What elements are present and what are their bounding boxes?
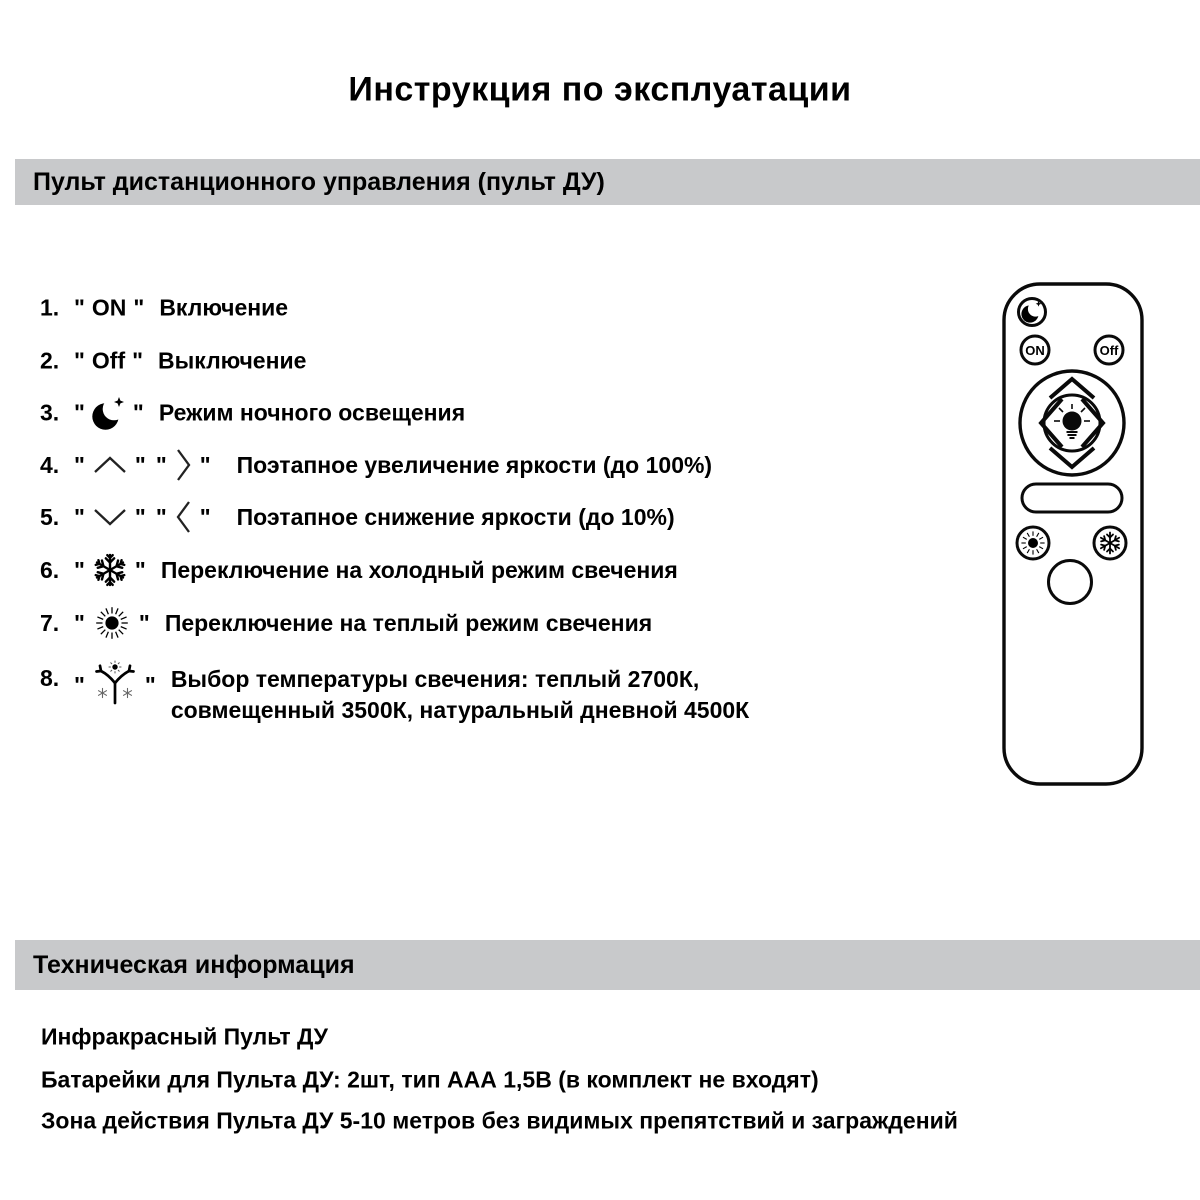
close-quote: ": [134, 451, 146, 478]
button-reference: [74, 504, 146, 531]
button-reference: [74, 551, 146, 589]
item-text-line1: Выбор температуры свечения: теплый 2700К,: [170, 666, 700, 692]
item-text: Выключение: [158, 347, 307, 374]
open-quote: ": [74, 347, 85, 374]
remote-pill-button: [1022, 484, 1122, 512]
instruction-item-8: [40, 664, 749, 726]
item-number: 8.: [40, 665, 60, 691]
snowflake-icon: [92, 551, 128, 589]
section-header-tech: [15, 940, 1200, 990]
button-reference: [156, 447, 211, 483]
button-reference: [74, 348, 143, 375]
instruction-item-7: [40, 603, 652, 643]
close-quote: ": [133, 294, 145, 321]
close-quote: ": [134, 503, 146, 530]
tech-info-line: Зона действия Пульта ДУ 5-10 метров без видимых препятствий и заграждений: [41, 1107, 958, 1134]
button-reference: [74, 665, 156, 706]
item-text: [171, 664, 749, 726]
item-number: 2.: [40, 347, 60, 374]
temperature-select-icon: [92, 660, 138, 706]
remote-warm-button: [1017, 527, 1049, 559]
item-text: Переключение на холодный режим свечения: [160, 556, 678, 583]
remote-control-illustration: [1000, 280, 1146, 790]
close-quote: ": [199, 451, 211, 478]
item-number: 5.: [40, 503, 60, 530]
open-quote: ": [74, 556, 85, 583]
instruction-item-3: [40, 395, 465, 432]
chevron-up-icon: [92, 454, 128, 476]
item-number: 1.: [40, 294, 60, 321]
item-text-line2: совмещенный 3500К, натуральный дневной 4500К: [170, 697, 750, 723]
off-button-label: Off: [91, 347, 126, 374]
close-quote: ": [138, 609, 150, 636]
item-number: 3.: [40, 399, 60, 426]
close-quote: ": [132, 399, 144, 426]
remote-dpad: [1020, 371, 1124, 475]
tech-info-line: Батарейки для Пульта ДУ: 2шт, тип ААА 1,5В (в комплект не входят): [41, 1066, 819, 1093]
sun-icon: [92, 603, 132, 643]
remote-night-mode-button: [1019, 299, 1046, 326]
instruction-item-1: [40, 295, 288, 322]
open-quote: ": [74, 672, 85, 698]
remote-on-button: [1021, 336, 1049, 364]
on-button-label: ON: [91, 294, 127, 321]
chevron-left-icon: [174, 499, 193, 535]
section-header-remote: [15, 159, 1200, 205]
instruction-item-4: [40, 447, 712, 483]
section-header-remote-label: Пульт дистанционного управления (пульт ДУ): [33, 167, 605, 196]
button-reference: [74, 452, 146, 479]
open-quote: ": [74, 451, 85, 478]
item-text: Включение: [159, 294, 289, 321]
close-quote: ": [134, 556, 146, 583]
close-quote: ": [132, 347, 144, 374]
moon-night-icon: [92, 395, 126, 432]
item-text: Режим ночного освещения: [158, 399, 466, 426]
remote-on-label: ON: [1025, 343, 1045, 358]
item-text: Поэтапное увеличение яркости (до 100%): [236, 451, 713, 478]
open-quote: ": [155, 451, 167, 478]
button-reference: [74, 295, 144, 322]
instruction-item-6: [40, 551, 678, 589]
button-reference: [74, 395, 144, 432]
remote-off-label: Off: [1099, 343, 1119, 358]
section-header-tech-label: Техническая информация: [33, 950, 355, 979]
item-number: 6.: [40, 556, 60, 583]
instruction-item-2: [40, 348, 306, 375]
remote-round-button: [1049, 561, 1092, 604]
open-quote: ": [74, 609, 85, 636]
page-title: Инструкция по эксплуатации: [348, 70, 852, 109]
remote-off-button: [1095, 336, 1123, 364]
tech-info-line: Инфракрасный Пульт ДУ: [41, 1023, 328, 1050]
item-text: Поэтапное снижение яркости (до 10%): [236, 503, 675, 530]
button-reference: [156, 499, 211, 535]
close-quote: ": [199, 503, 211, 530]
open-quote: ": [74, 294, 85, 321]
remote-cold-button: [1094, 527, 1126, 559]
open-quote: ": [74, 399, 85, 426]
chevron-right-icon: [174, 447, 193, 483]
open-quote: ": [155, 503, 167, 530]
item-text: Переключение на теплый режим свечения: [164, 609, 653, 636]
close-quote: ": [144, 672, 156, 698]
button-reference: [74, 603, 150, 643]
open-quote: ": [74, 503, 85, 530]
chevron-down-icon: [92, 506, 128, 528]
item-number: 4.: [40, 451, 60, 478]
instruction-item-5: [40, 499, 675, 535]
item-number: 7.: [40, 609, 60, 636]
